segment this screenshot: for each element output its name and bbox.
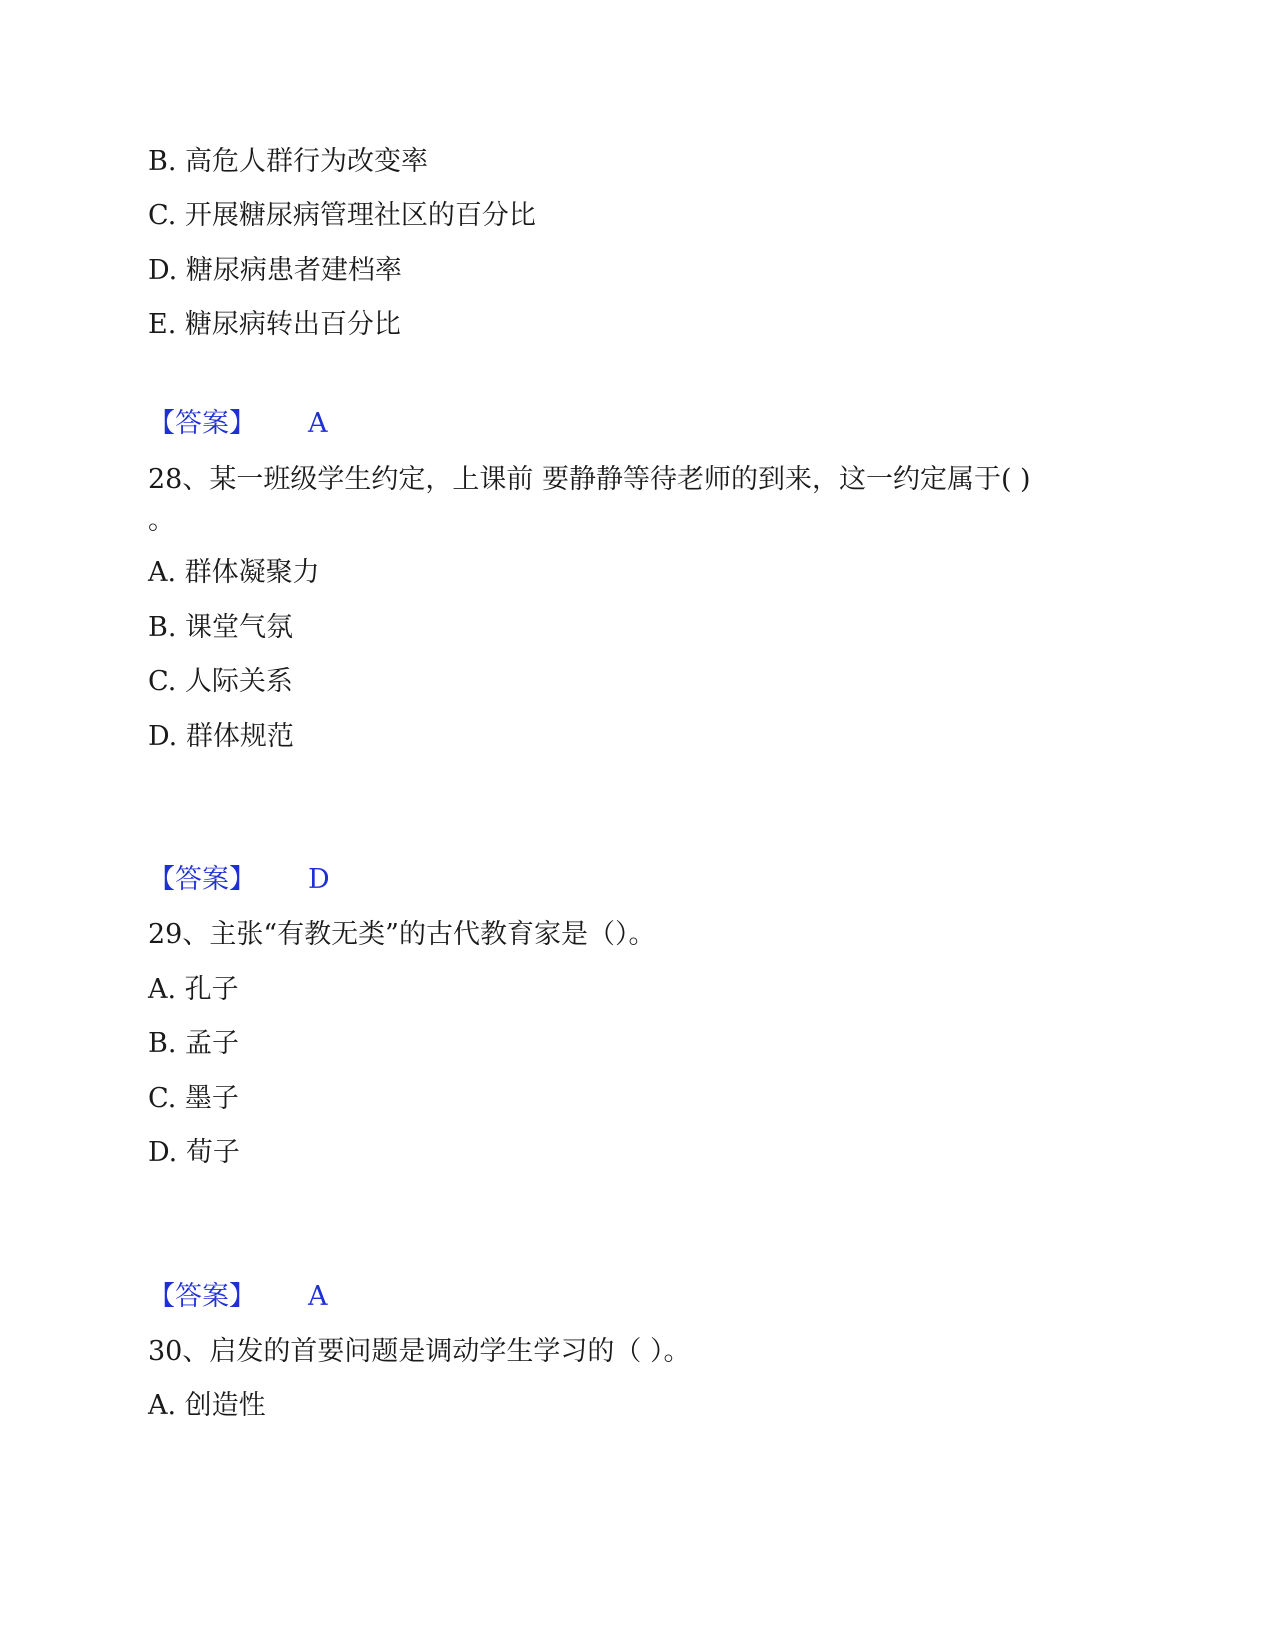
question-29-option-a: A. 孔子: [148, 974, 239, 1005]
answer-label: 【答案】: [148, 864, 256, 895]
question-30-stem: 30、启发的首要问题是调动学生学习的（ ）。: [148, 1336, 691, 1367]
answer-value: A: [308, 1281, 328, 1312]
question-28-option-a: A. 群体凝聚力: [148, 557, 320, 588]
question-28-stem-end: 。: [148, 505, 175, 536]
option-c: C. 开展糖尿病管理社区的百分比: [148, 200, 536, 231]
option-d: D. 糖尿病患者建档率: [148, 255, 402, 286]
question-28-stem: 28、某一班级学生约定，上课前 要静静等待老师的到来，这一约定属于( ): [148, 464, 1031, 495]
question-29-option-b: B. 孟子: [148, 1028, 240, 1059]
answer-line: [148, 863, 330, 897]
answer-value: A: [308, 408, 328, 439]
question-28-option-c: C. 人际关系: [148, 666, 293, 697]
question-30-option-a: A. 创造性: [148, 1390, 266, 1421]
question-29-stem: 29、主张“有教无类”的古代教育家是（）。: [148, 919, 656, 950]
option-b: B. 高危人群行为改变率: [148, 146, 429, 177]
question-28-option-b: B. 课堂气氛: [148, 612, 294, 643]
question-29-option-d: D. 荀子: [148, 1137, 240, 1168]
option-e: E. 糖尿病转出百分比: [148, 309, 401, 340]
answer-label: 【答案】: [148, 408, 256, 439]
answer-value: D: [308, 864, 330, 895]
answer-line: [148, 1280, 328, 1314]
answer-line: [148, 407, 328, 441]
question-29-option-c: C. 墨子: [148, 1083, 239, 1114]
answer-label: 【答案】: [148, 1281, 256, 1312]
question-28-option-d: D. 群体规范: [148, 721, 294, 752]
